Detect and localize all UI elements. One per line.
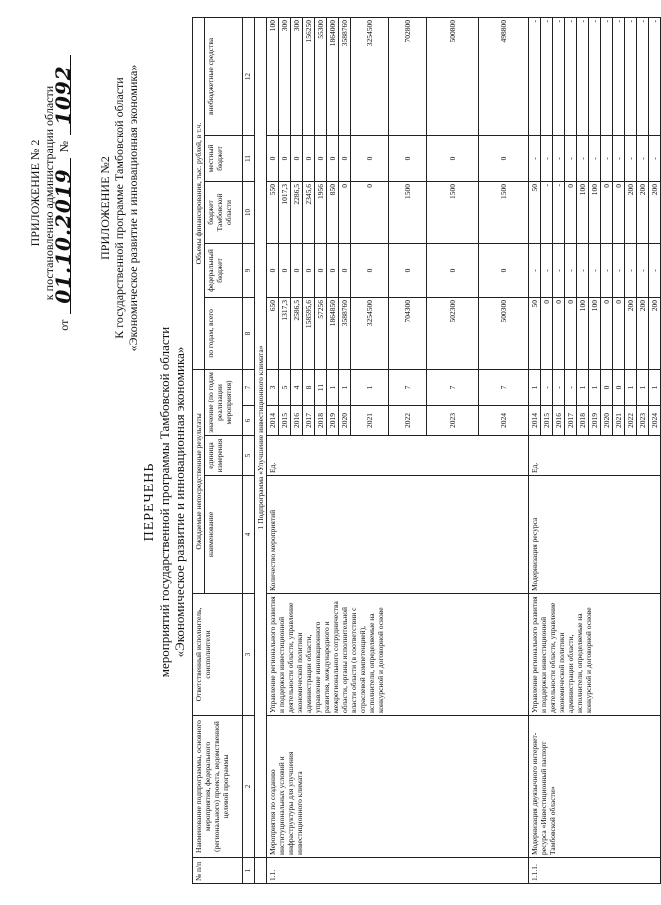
cell-regional: 1500 [389,181,427,243]
cell-off: 702800 [389,17,427,135]
cell-year: 2015 [541,406,553,436]
cell-regional: 850 [327,181,339,243]
cell-year: 2014 [529,406,541,436]
cell-total: 1317,3 [279,297,291,369]
row-name: Модернизация двуязычного интернет-ресурса «Инвестиционный паспорт Тамбовской области» [529,716,661,858]
cell-federal: - [637,243,649,297]
cell-total: 500300 [479,297,529,369]
header-row-1 [193,17,205,883]
cell-value: 1 [529,369,541,405]
cell-federal: - [577,243,589,297]
row-result-name: Модернизация ресурса [529,476,661,594]
cell-local: - [577,135,589,181]
cell-year: 2021 [613,406,625,436]
cell-value: 1 [649,369,661,405]
col-number: 6 [243,406,255,436]
cell-year: 2020 [339,406,351,436]
cell-local: 0 [315,135,327,181]
cell-value: 1 [339,369,351,405]
cell-total: 3254500 [351,297,389,369]
subprogram-num-cell [255,858,267,884]
cell-off: 3254500 [351,17,389,135]
cell-off: - [577,17,589,135]
cell-off: - [625,17,637,135]
table-row [267,17,279,883]
cell-regional: - [541,181,553,243]
cell-local: 0 [327,135,339,181]
cell-regional: - [553,181,565,243]
cell-year: 2019 [589,406,601,436]
cell-off: - [541,17,553,135]
cell-total: 0 [601,297,613,369]
cell-total: 100 [589,297,601,369]
col-number: 4 [243,476,255,594]
cell-off: 500800 [427,17,479,135]
cell-federal: 0 [479,243,529,297]
cell-off: 300 [279,17,291,135]
cell-total: 0 [541,297,553,369]
cell-total: 650 [267,297,279,369]
cell-off: 156250 [303,17,315,135]
document-title [142,152,187,852]
cell-off: - [601,17,613,135]
cell-regional: 2345,6 [303,181,315,243]
cell-federal: 0 [303,243,315,297]
cell-local: - [601,135,613,181]
row-unit: Ед. [529,436,661,476]
col-number: 8 [243,297,255,369]
cell-regional: 100 [589,181,601,243]
cell-federal: - [625,243,637,297]
cell-off: - [529,17,541,135]
cell-total: 100 [577,297,589,369]
column-numbers-row [243,17,255,883]
appendix-subtitle: к постановлению администрации области [42,85,56,301]
cell-year: 2017 [303,406,315,436]
cell-year: 2022 [625,406,637,436]
cell-regional: 1500 [479,181,529,243]
subprogram-title: 1 Подпрограмма «Улучшение инвестиционного климата» [255,17,267,857]
cell-off: - [649,17,661,135]
measure-1-1-1 [529,17,661,883]
cell-total: 57256 [315,297,327,369]
cell-total: 50 [529,297,541,369]
cell-federal: 0 [427,243,479,297]
cell-federal: - [565,243,577,297]
col-header-unit: единица измерения [205,436,243,476]
cell-local: - [565,135,577,181]
cell-value: 0 [613,369,625,405]
cell-total: 1864850 [327,297,339,369]
cell-off: 55300 [315,17,327,135]
cell-off: - [565,17,577,135]
cell-regional: 100 [577,181,589,243]
cell-off: - [613,17,625,135]
cell-off: 3588760 [339,17,351,135]
cell-value: - [541,369,553,405]
handwritten-date: 01.10.2019 [56,158,71,313]
cell-total: 200 [625,297,637,369]
subprogram-row [255,17,267,883]
cell-total: 0 [613,297,625,369]
col-number: 12 [243,17,255,135]
col-number: 1 [243,858,255,884]
cell-off: - [637,17,649,135]
row-num: 1.1.1. [529,858,661,884]
cell-federal: 0 [267,243,279,297]
cell-total: 2586,5 [291,297,303,369]
cell-value: 1 [327,369,339,405]
cell-year: 2021 [351,406,389,436]
cell-year: 2017 [565,406,577,436]
col-number: 11 [243,135,255,181]
cell-value: 8 [303,369,315,405]
cell-local: 0 [267,135,279,181]
col-header-total: по годам, всего [205,297,243,369]
col-header-offbudget: внебюджетные средства [205,17,243,135]
cell-total: 502300 [427,297,479,369]
rotated-sheet [20,12,659,892]
appendix2-header [98,28,140,388]
cell-regional: 50 [529,181,541,243]
cell-regional: 200 [637,181,649,243]
row-result-name: Количество мероприятий [267,476,529,594]
cell-year: 2024 [479,406,529,436]
cell-value: 1 [625,369,637,405]
cell-year: 2024 [649,406,661,436]
cell-local: 0 [351,135,389,181]
cell-value: 3 [267,369,279,405]
col-header-local: местный бюджет [205,135,243,181]
col-header-num: № п/п [193,858,243,884]
cell-regional: 200 [649,181,661,243]
col-header-results: Ожидаемые непосредственные результаты [193,369,205,593]
cell-total: 0 [553,297,565,369]
cell-value: 7 [427,369,479,405]
cell-year: 2018 [315,406,327,436]
cell-federal: - [589,243,601,297]
row-unit: Ед. [267,436,529,476]
col-number: 2 [243,716,255,858]
cell-local: - [541,135,553,181]
cell-federal: - [601,243,613,297]
cell-local: - [637,135,649,181]
cell-local: 0 [279,135,291,181]
cell-total: 200 [637,297,649,369]
cell-regional: 0 [565,181,577,243]
cell-value: 5 [279,369,291,405]
col-header-name: Наименование подпрограммы, основного мероприятия, федерального (регионального) проекта, ведомственной целевой программы [193,716,243,858]
col-header-executor: Ответственный исполнитель, соисполнители [193,594,243,716]
cell-value: 4 [291,369,303,405]
handwritten-number: 1092 [56,55,71,135]
cell-local: 0 [389,135,427,181]
cell-local: - [649,135,661,181]
cell-local: - [529,135,541,181]
cell-value: 0 [601,369,613,405]
cell-federal: 0 [339,243,351,297]
measure-1-1 [267,17,529,883]
cell-value: - [553,369,565,405]
cell-year: 2016 [291,406,303,436]
cell-off: - [589,17,601,135]
title-line3: «Экономическое развитие и инновационная экономика» [172,346,187,658]
appendix2-line3: «Экономическое развитие и инновационная экономика» [126,64,140,352]
appendix-date-row [51,28,75,358]
col-number: 9 [243,243,255,297]
cell-value: 1 [589,369,601,405]
appendix-header [28,28,75,358]
cell-off: 1864000 [327,17,339,135]
cell-regional: 0 [601,181,613,243]
cell-value: 1 [577,369,589,405]
table-row [529,17,541,883]
cell-federal: 0 [351,243,389,297]
cell-federal: 0 [327,243,339,297]
cell-federal: - [553,243,565,297]
cell-federal: 0 [389,243,427,297]
col-header-regional: бюджет Тамбовской области [205,181,243,243]
cell-local: 0 [339,135,351,181]
measures-table [192,17,661,884]
appendix2-title: ПРИЛОЖЕНИЕ №2 [98,156,112,260]
cell-local: - [625,135,637,181]
row-name: Мероприятия по созданию институциональных условий и инфраструктуры для улучшения инвестиционного климата [267,716,529,858]
cell-year: 2018 [577,406,589,436]
cell-regional: 1017,3 [279,181,291,243]
col-number: 10 [243,181,255,243]
cell-total: 200 [649,297,661,369]
row-num: 1.1. [267,858,529,884]
cell-year: 2015 [279,406,291,436]
cell-local: - [613,135,625,181]
cell-year: 2016 [553,406,565,436]
col-header-federal: федеральный бюджет [205,243,243,297]
cell-total: 3588760 [339,297,351,369]
cell-federal: 0 [315,243,327,297]
cell-regional: 550 [267,181,279,243]
cell-federal: 0 [279,243,291,297]
cell-year: 2019 [327,406,339,436]
cell-total: 704300 [389,297,427,369]
col-header-res-name: наименование [205,476,243,594]
col-header-value: значение (по годам реализации мероприятия) [205,369,243,435]
cell-off: - [553,17,565,135]
col-number: 5 [243,436,255,476]
cell-off: 300 [291,17,303,135]
title-line2: мероприятий государственной программы Тамбовской области [157,326,172,678]
cell-regional: 2286,5 [291,181,303,243]
cell-federal: - [649,243,661,297]
cell-regional: 200 [625,181,637,243]
cell-federal: - [541,243,553,297]
cell-value: 7 [479,369,529,405]
cell-local: 0 [291,135,303,181]
cell-value: - [565,369,577,405]
cell-local: - [553,135,565,181]
row-executor: Управление регионального развития и поддержки инвестиционной деятельности области, управление экономической политики администрации области, исполнители, определяемые на конкурсной и договорной основе [529,594,661,716]
cell-year: 2022 [389,406,427,436]
cell-regional: 0 [339,181,351,243]
cell-year: 2020 [601,406,613,436]
cell-local: 0 [303,135,315,181]
cell-local: 0 [479,135,529,181]
col-header-funding: Объемы финансирования, тыс. рублей, в т.ч. [193,17,205,369]
cell-value: 1 [351,369,389,405]
cell-value: 1 [637,369,649,405]
cell-off: 498800 [479,17,529,135]
title-main: ПЕРЕЧЕНЬ [142,462,157,542]
cell-year: 2023 [427,406,479,436]
col-number: 3 [243,594,255,716]
cell-value: 11 [315,369,327,405]
col-number: 7 [243,369,255,405]
cell-regional: 0 [613,181,625,243]
cell-total: 0 [565,297,577,369]
cell-local: - [589,135,601,181]
cell-local: 0 [427,135,479,181]
date-prefix: от [57,319,71,331]
cell-regional: 1500 [427,181,479,243]
appendix-title: ПРИЛОЖЕНИЕ № 2 [28,139,42,247]
cell-year: 2014 [267,406,279,436]
cell-off: 100 [267,17,279,135]
cell-regional: 0 [351,181,389,243]
cell-federal: - [613,243,625,297]
cell-value: 7 [389,369,427,405]
appendix2-line2: К государственной программе Тамбовской области [112,77,126,339]
cell-federal: 0 [291,243,303,297]
cell-federal: - [529,243,541,297]
cell-total: 158595,6 [303,297,315,369]
number-prefix: № [57,140,71,153]
row-executor: Управление регионального развития и поддержки инвестиционной деятельности области, управление экономической политики администрации области, управление инновационного развития, международного и межрегионального сотрудничества области, органы исполнительной власти области (в соответствии с отраслевой компетенцией), исполнители, определяемые на конкурсной и договорной основе [267,594,529,716]
cell-regional: 1956 [315,181,327,243]
cell-year: 2023 [637,406,649,436]
